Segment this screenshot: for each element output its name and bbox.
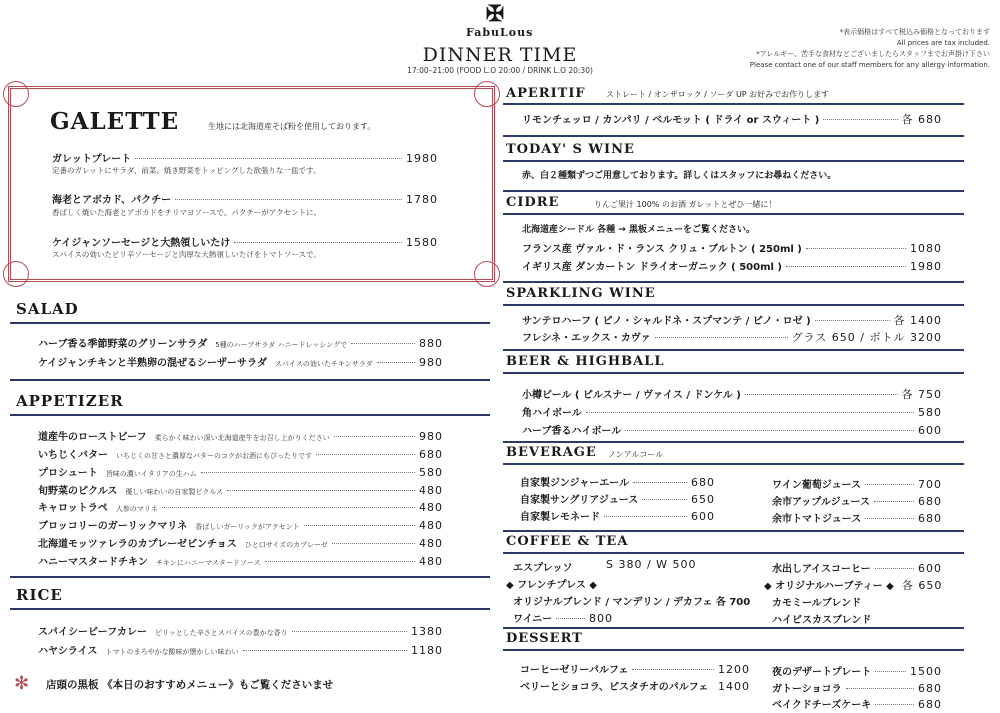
- item-price: 600: [918, 562, 942, 575]
- section-rule: [503, 213, 964, 215]
- logo-text: FabuLous: [466, 26, 534, 39]
- menu-item: [772, 476, 942, 491]
- tax-allergy-notes: [750, 27, 990, 71]
- item-name: 北海道モッツァレラのカプレーゼピンチョス: [38, 539, 237, 550]
- item-price: 1400: [718, 680, 750, 693]
- cidre-title: CIDRE: [506, 195, 560, 210]
- appetizer-title: APPETIZER: [16, 392, 124, 410]
- menu-item: [38, 354, 443, 369]
- beverage-title: BEVERAGE: [506, 445, 597, 460]
- item-name: 自家製レモネード: [520, 512, 600, 523]
- item-name: ハヤシライス: [38, 646, 98, 657]
- wine-title: TODAY' S WINE: [506, 142, 635, 157]
- item-desc: 香ばしいガーリックがアクセント: [195, 523, 300, 531]
- menu-item: [772, 510, 942, 525]
- menu-item: [38, 535, 443, 550]
- section-rule: [503, 530, 964, 532]
- item-desc: 旨味の濃いイタリアの生ハム: [105, 470, 197, 478]
- cidre-line: 北海道産シードル 各種 → 黒板メニューをご覧ください。: [522, 225, 755, 235]
- item-desc: 優しい味わいの自家製ピクルス: [125, 488, 223, 496]
- menu-item: [522, 404, 942, 419]
- ornament-icon: [474, 81, 500, 107]
- item-price: 800: [589, 612, 613, 625]
- item-desc: 香ばしく焼いた海老とアボカドをチリマヨソースで。パクチーがアクセントに。: [52, 208, 322, 217]
- item-price: 1780: [406, 193, 438, 206]
- item-name: ◆ オリジナルハーブティー ◆: [764, 581, 894, 592]
- menu-item: [772, 493, 942, 508]
- item-price: 580: [419, 466, 443, 479]
- aperitif-title: APERITIF: [506, 86, 586, 101]
- item-price: 1980: [406, 152, 438, 165]
- note-line: *アレルギー、苦手な食材などございましたらスタッフまでお声掛け下さい: [756, 50, 990, 58]
- item-desc: ピリッとした辛さとスパイスの豊かな香り: [155, 629, 288, 637]
- item-price: 650: [691, 493, 715, 506]
- item-name: フレシネ・エックス・カヴァ: [522, 333, 651, 344]
- menu-item: [772, 696, 942, 711]
- item-desc: 5種のハーブサラダ ハニードレッシングで: [215, 341, 348, 349]
- blackboard-footer: 店頭の黒板 《本日のおすすめメニュー》もご覧くださいませ: [46, 679, 334, 691]
- item-name: 海老とアボカド、パクチー: [52, 195, 172, 206]
- menu-item: [764, 577, 942, 593]
- item-price: 700: [918, 478, 942, 491]
- menu-item: [520, 661, 750, 676]
- menu-item: [52, 234, 438, 249]
- hours-text: 17:00–21:00 (FOOD L.O 20:00 / DRINK L.O 20:30): [407, 66, 593, 75]
- item-desc: ひと口サイズのカプレーゼ: [244, 541, 328, 549]
- item-name: ハニーマスタードチキン: [38, 557, 148, 568]
- item-name: コーヒーゼリーパルフェ: [520, 665, 629, 676]
- item-price: 680: [918, 512, 942, 525]
- item-name: スパイシービーフカレー: [38, 627, 147, 638]
- section-rule: [503, 349, 964, 351]
- section-rule: [503, 441, 964, 443]
- section-rule: [503, 463, 964, 465]
- section-rule: [503, 103, 964, 105]
- section-rule: [503, 552, 964, 554]
- menu-item: [522, 386, 942, 402]
- item-desc: トマトのまろやかな酸味が懐かしい味わい: [105, 648, 239, 656]
- item-price: 680: [918, 698, 942, 711]
- item-name: ガレットプレート: [52, 154, 132, 165]
- logo: [466, 1, 534, 39]
- item-price: グラス 650 / ボトル 3200: [791, 331, 942, 344]
- item-name: 水出しアイスコーヒー: [772, 564, 871, 575]
- item-desc: 柔らかく味わい深い北海道産牛をお召し上がりください: [154, 434, 330, 442]
- item-price: 1380: [411, 625, 443, 638]
- cidre-note: りんご果汁 100% のお酒 ガレットとぜひ一緒に！: [594, 200, 777, 209]
- item-name: プロシュート: [38, 468, 98, 479]
- menu-item: [38, 553, 443, 568]
- item-name: フランス産 ヴァル・ド・ランス クリュ・ブルトン ( 250ml ): [522, 244, 802, 255]
- section-rule: [10, 608, 490, 610]
- menu-item: [522, 111, 942, 127]
- section-rule: [503, 372, 964, 374]
- beverage-note: ノンアルコール: [608, 450, 664, 459]
- item-price: 480: [419, 501, 443, 514]
- menu-item: [520, 491, 715, 506]
- rice-title: RICE: [16, 586, 63, 604]
- item-name: 自家製ジンジャーエール: [520, 478, 630, 489]
- menu-item: [38, 464, 443, 479]
- item-price: 680: [918, 495, 942, 508]
- item-price: 980: [419, 356, 443, 369]
- item-price: 880: [419, 337, 443, 350]
- item-name: ベリーとショコラ、ピスタチオのパルフェ: [520, 682, 709, 693]
- note-line: Please contact one of our staff members for any allergy information.: [749, 61, 990, 69]
- item-name: 夜のデザートプレート: [772, 667, 872, 678]
- item-price: 480: [419, 484, 443, 497]
- herb-tea-2: ハイビスカスブレンド: [772, 615, 872, 626]
- item-price: 980: [419, 430, 443, 443]
- note-line: *表示価格はすべて税込み価格となっております: [839, 28, 990, 36]
- item-name: ベイクドチーズケーキ: [772, 700, 872, 711]
- item-price: 各 1400: [893, 314, 942, 327]
- espresso-name: エスプレッソ: [513, 563, 573, 574]
- item-name: ブロッコリーのガーリックマリネ: [38, 521, 188, 532]
- section-rule: [503, 304, 964, 306]
- item-price: 1180: [411, 644, 443, 657]
- menu-item: [38, 499, 443, 514]
- item-name: 小樽ビール ( ピルスナー / ヴァイス / ドンケル ): [522, 390, 741, 401]
- aperitif-note: ストレート / オンザロック / ソーダ UP お好みでお作りします: [606, 90, 830, 99]
- item-name: キャロットラペ: [38, 503, 108, 514]
- ornament-icon: [474, 261, 500, 287]
- item-name: いちじくバター: [38, 450, 108, 461]
- item-name: 自家製サングリアジュース: [520, 495, 639, 506]
- menu-item: [38, 482, 443, 497]
- menu-item: [522, 312, 942, 328]
- section-rule: [10, 322, 490, 324]
- wine-text: 赤、白２種類ずつご用意しております。詳しくはスタッフにお尋ねください。: [522, 171, 837, 181]
- menu-item: [38, 517, 443, 532]
- page-title: DINNER TIME: [422, 44, 578, 66]
- salad-title: SALAD: [16, 300, 79, 318]
- item-price: 1500: [910, 665, 942, 678]
- menu-item: [522, 258, 942, 273]
- item-name: リモンチェッロ / カンパリ / ベルモット ( ドライ or スウィート ): [522, 115, 820, 126]
- item-desc: 定番のガレットにサラダ、前菜、焼き野菜をトッピングした欲張りな一皿です。: [52, 166, 321, 175]
- item-price: 600: [918, 424, 942, 437]
- logo-mark-icon: ✠: [485, 1, 505, 27]
- menu-item: [520, 678, 750, 693]
- section-rule: [10, 414, 490, 416]
- section-rule: [503, 190, 964, 192]
- item-desc: スパイスの効いたピリ辛ソーセージと肉厚な大熱領しいたけをトマトソースで。: [52, 250, 321, 259]
- item-name: ケイジャンチキンと半熟卵の混ぜるシーザーサラダ: [38, 358, 267, 369]
- item-name: ワイン葡萄ジュース: [772, 480, 861, 491]
- snowflake-icon: ✻: [14, 673, 30, 694]
- menu-item: [38, 446, 443, 461]
- item-price: 480: [419, 555, 443, 568]
- item-name: 余市アップルジュース: [772, 497, 870, 508]
- item-price: 600: [691, 510, 715, 523]
- menu-item: [522, 422, 942, 437]
- section-rule: [503, 135, 964, 137]
- menu-item: [38, 428, 443, 443]
- item-price: 各 680: [901, 113, 942, 126]
- beer-title: BEER & HIGHBALL: [506, 354, 665, 369]
- french-press-items: オリジナルブレンド / マンデリン / デカフェ 各 700: [513, 597, 751, 608]
- menu-item: [522, 240, 942, 255]
- item-name: ハーブ香るハイボール: [522, 426, 622, 437]
- herb-tea-1: カモミールブレンド: [772, 598, 862, 609]
- galette-title: GALETTE: [50, 108, 180, 135]
- item-desc: スパイスの効いたチキンサラダ: [274, 360, 373, 368]
- menu-item: [520, 474, 715, 489]
- dessert-title: DESSERT: [506, 631, 583, 646]
- menu-item: [38, 642, 443, 657]
- item-price: 580: [918, 406, 942, 419]
- item-name: ハーブ香る季節野菜のグリーンサラダ: [38, 339, 208, 350]
- item-name: イギリス産 ダンカートン ドライオーガニック ( 500ml ): [522, 262, 782, 273]
- ornament-icon: [3, 81, 29, 107]
- item-price: 680: [918, 682, 942, 695]
- menu-item: [772, 680, 942, 695]
- ornament-icon: [3, 261, 29, 287]
- item-name: 旬野菜のピクルス: [38, 486, 118, 497]
- menu-item: [513, 610, 613, 625]
- item-price: 1200: [718, 663, 750, 676]
- menu-item: [520, 508, 715, 523]
- item-price: 680: [419, 448, 443, 461]
- item-price: 1980: [910, 260, 942, 273]
- menu-item: [52, 150, 438, 165]
- item-name: 角ハイボール: [522, 408, 582, 419]
- coffee-title: COFFEE & TEA: [506, 534, 629, 549]
- item-price: 各 650: [901, 579, 943, 592]
- item-name: 道産牛のローストビーフ: [38, 432, 147, 443]
- item-name: サンテロハーフ ( ピノ・シャルドネ・スプマンテ / ピノ・ロゼ ): [522, 316, 811, 327]
- menu-item: [522, 329, 942, 345]
- item-name: ガトーショコラ: [772, 684, 842, 695]
- item-desc: 人参のマリネ: [115, 505, 158, 513]
- french-press-heading: ◆ フレンチプレス ◆: [506, 580, 597, 591]
- menu-item: [772, 663, 942, 678]
- item-desc: チキンにハニーマスタードソース: [155, 559, 261, 567]
- sparkling-title: SPARKLING WINE: [506, 286, 656, 301]
- item-price: 各 750: [901, 388, 942, 401]
- espresso-price: S 380 / W 500: [606, 558, 697, 571]
- item-price: 1580: [406, 236, 438, 249]
- item-price: 1080: [910, 242, 942, 255]
- section-rule: [10, 379, 490, 381]
- section-rule: [503, 281, 964, 283]
- menu-item: [38, 623, 443, 638]
- section-rule: [10, 576, 490, 578]
- menu-item: [52, 191, 438, 206]
- menu-item: [772, 560, 942, 575]
- item-desc: いちじくの甘さと濃厚なバターのコクがお酒にもぴったりです: [116, 452, 312, 460]
- item-name: 余市トマトジュース: [772, 514, 862, 525]
- galette-note: 生地には北海道産そば粉を使用しております。: [208, 122, 376, 131]
- item-price: 680: [691, 476, 715, 489]
- item-price: 480: [419, 537, 443, 550]
- section-rule: [503, 627, 964, 629]
- section-rule: [503, 160, 964, 162]
- section-rule: [503, 649, 964, 651]
- note-line: All prices are tax included.: [896, 39, 990, 47]
- item-name: ケイジャンソーセージと大熱領しいたけ: [52, 238, 231, 249]
- item-price: 480: [419, 519, 443, 532]
- menu-item: [38, 335, 443, 350]
- item-name: ワイニー: [513, 614, 553, 625]
